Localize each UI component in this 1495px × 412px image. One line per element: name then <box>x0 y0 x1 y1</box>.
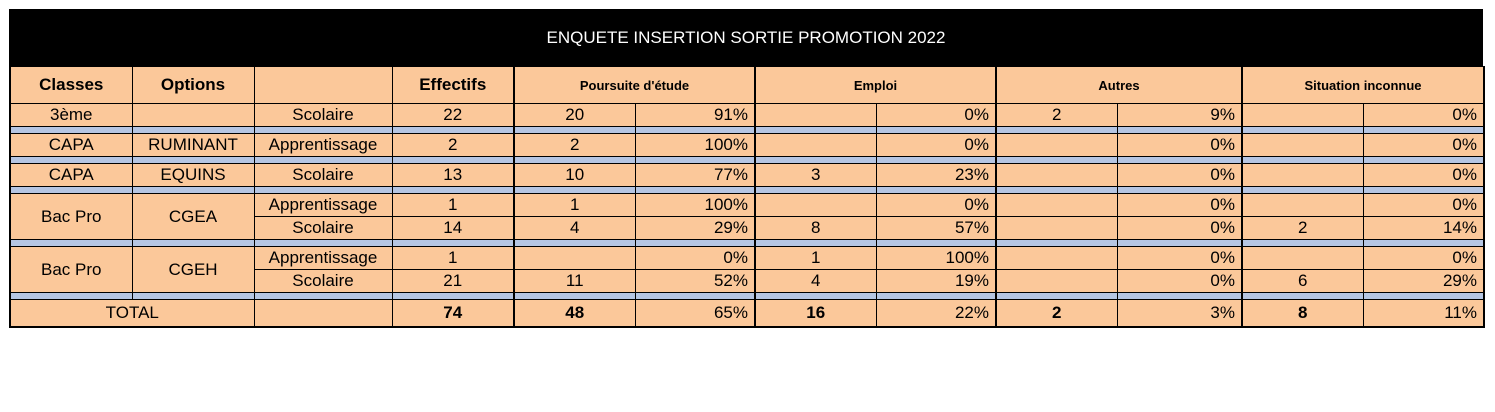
table-row <box>10 164 1484 187</box>
header-classes: Classes <box>10 67 132 104</box>
separator-cell <box>1117 293 1242 300</box>
separator-cell <box>392 293 514 300</box>
separator-cell <box>392 187 514 194</box>
autres-count-cell <box>996 134 1117 157</box>
poursuite-count-cell: 1 <box>514 194 635 217</box>
poursuite-count-cell: 20 <box>514 104 635 127</box>
type-cell: Apprentissage <box>254 134 392 157</box>
classe-cell: CAPA <box>10 164 132 187</box>
separator-cell <box>1363 293 1484 300</box>
separator-cell <box>10 293 132 300</box>
inconnue-percent-cell: 29% <box>1363 270 1484 293</box>
inconnue-percent-cell: 0% <box>1363 104 1484 127</box>
total-label: TOTAL <box>10 300 254 328</box>
total-autres-percent: 3% <box>1117 300 1242 328</box>
separator-cell <box>1117 187 1242 194</box>
classe-cell: CAPA <box>10 134 132 157</box>
separator-cell <box>1242 127 1363 134</box>
separator-cell <box>514 127 635 134</box>
separator-cell <box>755 240 876 247</box>
separator-cell <box>132 293 254 300</box>
emploi-count-cell <box>755 194 876 217</box>
separator-cell <box>1242 157 1363 164</box>
option-cell: EQUINS <box>132 164 254 187</box>
separator-cell <box>876 240 996 247</box>
separator-cell <box>392 240 514 247</box>
separator-cell <box>755 187 876 194</box>
type-cell: Scolaire <box>254 164 392 187</box>
separator-row <box>10 187 1484 194</box>
effectif-cell: 21 <box>392 270 514 293</box>
insertion-survey-sheet <box>9 9 1483 328</box>
separator-cell <box>1117 127 1242 134</box>
header-effectifs: Effectifs <box>392 67 514 104</box>
option-cell: RUMINANT <box>132 134 254 157</box>
effectif-cell: 13 <box>392 164 514 187</box>
autres-count-cell <box>996 164 1117 187</box>
poursuite-count-cell: 2 <box>514 134 635 157</box>
poursuite-percent-cell: 77% <box>635 164 755 187</box>
inconnue-count-cell: 6 <box>1242 270 1363 293</box>
total-emploi-percent: 22% <box>876 300 996 328</box>
inconnue-percent-cell: 0% <box>1363 134 1484 157</box>
header-row <box>10 67 1484 104</box>
autres-percent-cell: 0% <box>1117 134 1242 157</box>
poursuite-percent-cell: 100% <box>635 134 755 157</box>
emploi-percent-cell: 100% <box>876 247 996 270</box>
separator-cell <box>876 187 996 194</box>
inconnue-percent-cell: 0% <box>1363 247 1484 270</box>
separator-cell <box>1242 293 1363 300</box>
autres-count-cell <box>996 247 1117 270</box>
separator-cell <box>1363 127 1484 134</box>
autres-percent-cell: 0% <box>1117 217 1242 240</box>
emploi-count-cell: 1 <box>755 247 876 270</box>
separator-cell <box>996 127 1117 134</box>
type-cell: Scolaire <box>254 270 392 293</box>
autres-percent-cell: 0% <box>1117 194 1242 217</box>
inconnue-count-cell <box>1242 104 1363 127</box>
inconnue-count-cell <box>1242 247 1363 270</box>
autres-percent-cell: 0% <box>1117 270 1242 293</box>
inconnue-count-cell <box>1242 194 1363 217</box>
separator-cell <box>392 157 514 164</box>
table-row <box>10 194 1484 217</box>
header-autres: Autres <box>996 67 1242 104</box>
classe-cell: 3ème <box>10 104 132 127</box>
emploi-percent-cell: 0% <box>876 134 996 157</box>
separator-cell <box>10 127 132 134</box>
separator-cell <box>1242 187 1363 194</box>
emploi-percent-cell: 19% <box>876 270 996 293</box>
header-type <box>254 67 392 104</box>
separator-cell <box>1117 240 1242 247</box>
emploi-count-cell <box>755 104 876 127</box>
autres-count-cell <box>996 217 1117 240</box>
autres-percent-cell: 0% <box>1117 247 1242 270</box>
inconnue-count-cell: 2 <box>1242 217 1363 240</box>
inconnue-percent-cell: 0% <box>1363 194 1484 217</box>
separator-cell <box>514 187 635 194</box>
poursuite-percent-cell: 29% <box>635 217 755 240</box>
separator-row <box>10 127 1484 134</box>
poursuite-percent-cell: 100% <box>635 194 755 217</box>
total-emploi-count: 16 <box>755 300 876 328</box>
type-cell: Scolaire <box>254 217 392 240</box>
poursuite-percent-cell: 0% <box>635 247 755 270</box>
option-cell <box>132 104 254 127</box>
effectif-cell: 22 <box>392 104 514 127</box>
autres-count-cell <box>996 194 1117 217</box>
emploi-count-cell: 8 <box>755 217 876 240</box>
table-row <box>10 104 1484 127</box>
header-options: Options <box>132 67 254 104</box>
separator-row <box>10 157 1484 164</box>
separator-row <box>10 240 1484 247</box>
separator-cell <box>755 293 876 300</box>
poursuite-count-cell: 10 <box>514 164 635 187</box>
poursuite-count-cell: 4 <box>514 217 635 240</box>
separator-cell <box>755 127 876 134</box>
inconnue-count-cell <box>1242 134 1363 157</box>
emploi-count-cell <box>755 134 876 157</box>
separator-cell <box>635 127 755 134</box>
autres-percent-cell: 9% <box>1117 104 1242 127</box>
classe-cell: Bac Pro <box>10 194 132 240</box>
emploi-percent-cell: 0% <box>876 104 996 127</box>
separator-cell <box>132 240 254 247</box>
separator-cell <box>254 187 392 194</box>
separator-cell <box>1117 157 1242 164</box>
separator-cell <box>254 127 392 134</box>
total-effectif: 74 <box>392 300 514 328</box>
separator-cell <box>996 293 1117 300</box>
separator-cell <box>132 127 254 134</box>
separator-cell <box>10 187 132 194</box>
total-poursuite-percent: 65% <box>635 300 755 328</box>
option-cell: CGEA <box>132 194 254 240</box>
separator-cell <box>514 293 635 300</box>
total-autres-count: 2 <box>996 300 1117 328</box>
total-poursuite-count: 48 <box>514 300 635 328</box>
header-inconnue: Situation inconnue <box>1242 67 1484 104</box>
poursuite-count-cell <box>514 247 635 270</box>
inconnue-percent-cell: 0% <box>1363 164 1484 187</box>
emploi-count-cell: 3 <box>755 164 876 187</box>
inconnue-count-cell <box>1242 164 1363 187</box>
total-type-cell <box>254 300 392 328</box>
emploi-count-cell: 4 <box>755 270 876 293</box>
effectif-cell: 2 <box>392 134 514 157</box>
sheet-title: ENQUETE INSERTION SORTIE PROMOTION 2022 <box>9 9 1483 66</box>
inconnue-percent-cell: 14% <box>1363 217 1484 240</box>
separator-cell <box>876 157 996 164</box>
option-cell: CGEH <box>132 247 254 293</box>
separator-cell <box>10 240 132 247</box>
effectif-cell: 1 <box>392 247 514 270</box>
separator-cell <box>876 293 996 300</box>
separator-cell <box>755 157 876 164</box>
separator-cell <box>1363 187 1484 194</box>
total-inconnue-count: 8 <box>1242 300 1363 328</box>
separator-cell <box>635 187 755 194</box>
type-cell: Apprentissage <box>254 194 392 217</box>
separator-cell <box>1363 157 1484 164</box>
type-cell: Scolaire <box>254 104 392 127</box>
header-emploi: Emploi <box>755 67 996 104</box>
emploi-percent-cell: 0% <box>876 194 996 217</box>
autres-percent-cell: 0% <box>1117 164 1242 187</box>
emploi-percent-cell: 23% <box>876 164 996 187</box>
separator-cell <box>10 157 132 164</box>
effectif-cell: 1 <box>392 194 514 217</box>
separator-cell <box>132 187 254 194</box>
classe-cell: Bac Pro <box>10 247 132 293</box>
separator-cell <box>514 157 635 164</box>
separator-row <box>10 293 1484 300</box>
separator-cell <box>254 240 392 247</box>
effectif-cell: 14 <box>392 217 514 240</box>
total-row <box>10 300 1484 328</box>
autres-count-cell: 2 <box>996 104 1117 127</box>
separator-cell <box>996 157 1117 164</box>
separator-cell <box>254 293 392 300</box>
separator-cell <box>1242 240 1363 247</box>
separator-cell <box>876 127 996 134</box>
table-row <box>10 247 1484 270</box>
separator-cell <box>635 293 755 300</box>
separator-cell <box>1363 240 1484 247</box>
separator-cell <box>514 240 635 247</box>
separator-cell <box>392 127 514 134</box>
separator-cell <box>132 157 254 164</box>
type-cell: Apprentissage <box>254 247 392 270</box>
poursuite-percent-cell: 52% <box>635 270 755 293</box>
separator-cell <box>254 157 392 164</box>
separator-cell <box>996 240 1117 247</box>
total-inconnue-percent: 11% <box>1363 300 1484 328</box>
table-body <box>10 67 1484 328</box>
poursuite-count-cell: 11 <box>514 270 635 293</box>
separator-cell <box>635 240 755 247</box>
autres-count-cell <box>996 270 1117 293</box>
table-row <box>10 134 1484 157</box>
insertion-table <box>9 66 1485 328</box>
header-poursuite: Poursuite d'étude <box>514 67 755 104</box>
separator-cell <box>635 157 755 164</box>
emploi-percent-cell: 57% <box>876 217 996 240</box>
separator-cell <box>996 187 1117 194</box>
poursuite-percent-cell: 91% <box>635 104 755 127</box>
